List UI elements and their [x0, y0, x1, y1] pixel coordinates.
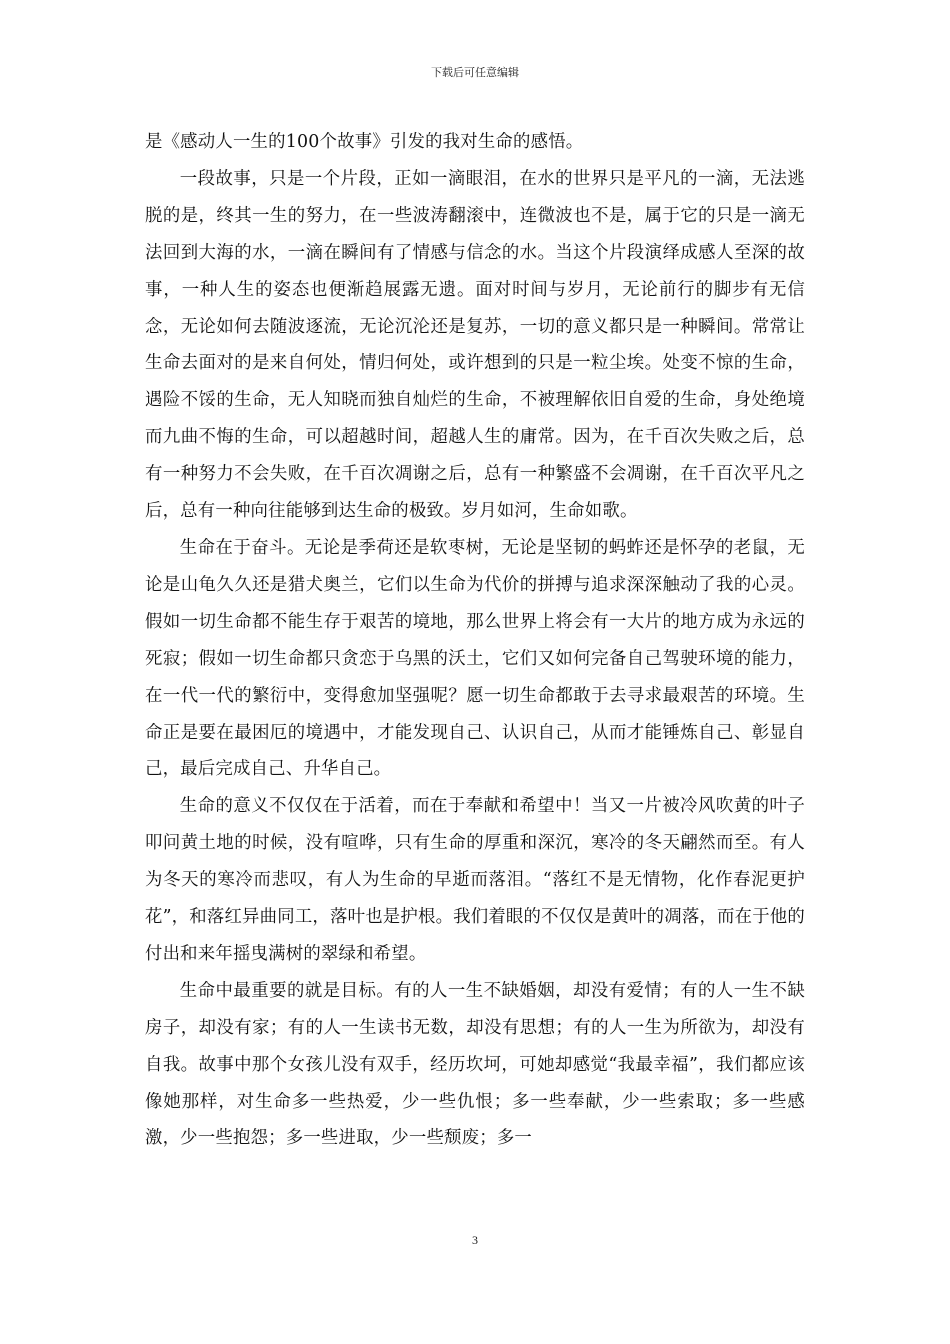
page-number: 3 [472, 1233, 478, 1247]
paragraph: 生命在于奋斗。无论是季荷还是软枣树，无论是坚韧的蚂蚱还是怀孕的老鼠，无论是山龟久久还是猎犬奥兰，它们以生命为代价的拼搏与追求深深触动了我的心灵。假如一切生命都不能生存于艰苦的境地，那么世界上将会有一大片的地方成为永远的死寂；假如一切生命都只贪恋于乌黑的沃土，它们又如何完备自己驾驶环境的能力，在一代一代的繁衍中，变得愈加坚强呢？愿一切生命都敢于去寻求最艰苦的环境。生命正是要在最困厄的境遇中，才能发现自己、认识自己，从而才能锤炼自己、彰显自己，最后完成自己、升华自己。 [145, 537, 805, 780]
document-body [145, 124, 805, 1157]
paragraph: 一段故事，只是一个片段，正如一滴眼泪，在水的世界只是平凡的一滴，无法逃脱的是，终其一生的努力，在一些波涛翻滚中，连微波也不是，属于它的只是一滴无法回到大海的水，一滴在瞬间有了情感与信念的水。当这个片段演绎成感人至深的故事，一种人生的姿态也便渐趋展露无遗。面对时间与岁月，无论前行的脚步有无信念，无论如何去随波逐流，无论沉沦还是复苏，一切的意义都只是一种瞬间。常常让生命去面对的是来自何处，情归何处，或许想到的只是一粒尘埃。处变不惊的生命，遇险不馁的生命，无人知晓而独自灿烂的生命，不被理解依旧自爱的生命，身处绝境而九曲不悔的生命，可以超越时间，超越人生的庸常。因为，在千百次失败之后，总有一种努力不会失败，在千百次凋谢之后，总有一种繁盛不会凋谢，在千百次平凡之后，总有一种向往能够到达生命的极致。岁月如河，生命如歌。 [145, 168, 805, 522]
page-header: 下载后可任意编辑 [431, 66, 519, 79]
paragraph: 生命中最重要的就是目标。有的人一生不缺婚姻，却没有爱情；有的人一生不缺房子，却没有家；有的人一生读书无数，却没有思想；有的人一生为所欲为，却没有自我。故事中那个女孩儿没有双手，经历坎坷，可她却感觉“我最幸福”，我们都应该像她那样，对生命多一些热爱，少一些仇恨；多一些奉献，少一些索取；多一些感激，少一些抱怨；多一些进取，少一些颓废；多一 [145, 980, 805, 1149]
paragraph-continuation: 是《感动人一生的100个故事》引发的我对生命的感悟。 [145, 132, 584, 152]
paragraph: 生命的意义不仅仅在于活着，而在于奉献和希望中！当又一片被冷风吹黄的叶子叩问黄土地的时候，没有喧哗，只有生命的厚重和深沉，寒冷的冬天翩然而至。有人为冬天的寒冷而悲叹，有人为生命的早逝而落泪。“落红不是无情物，化作春泥更护花”，和落红异曲同工，落叶也是护根。我们着眼的不仅仅是黄叶的凋落，而在于他的付出和来年摇曳满树的翠绿和希望。 [145, 796, 805, 964]
